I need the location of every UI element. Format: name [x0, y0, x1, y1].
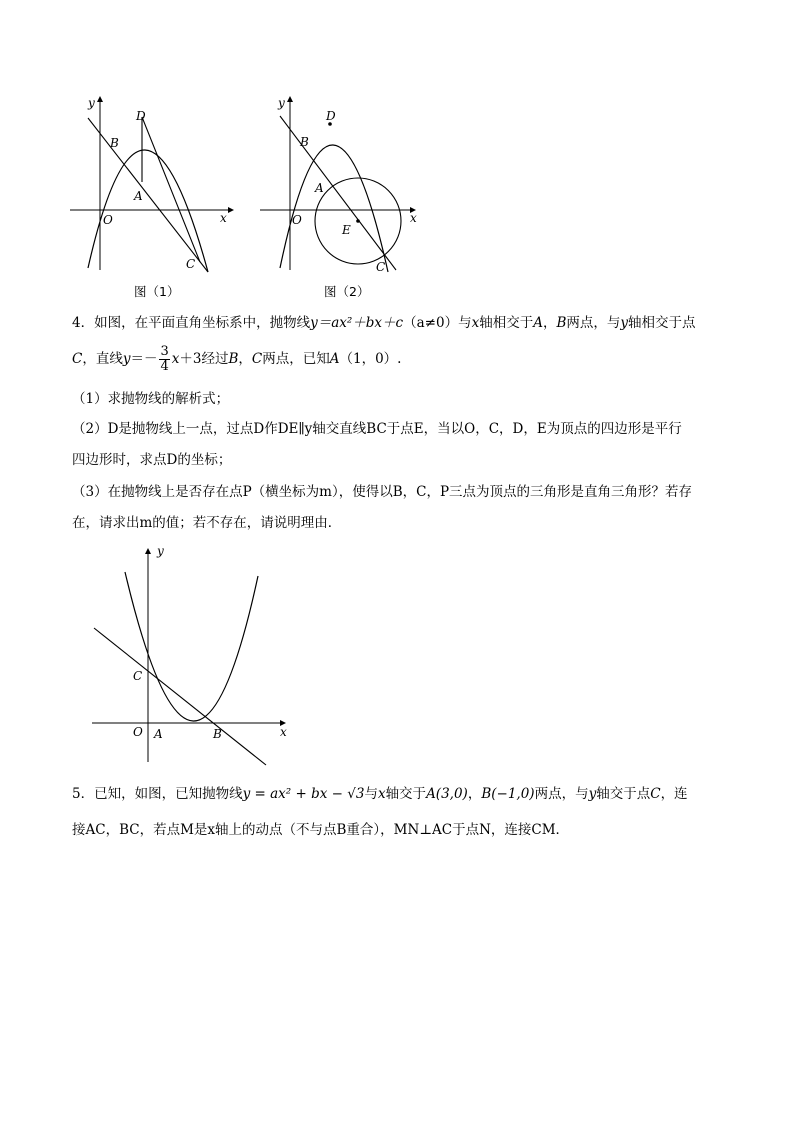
- fraction: [159, 345, 169, 374]
- fig2-caption: 图（2）: [324, 284, 370, 299]
- q4-var-x: x: [471, 315, 480, 331]
- q4-var-x: x: [171, 351, 180, 367]
- q5-text: 5．已知，如图，已知抛物线: [72, 786, 243, 802]
- q4-text: ＝－: [130, 351, 158, 367]
- figure-2: [250, 90, 440, 300]
- line-bc: [94, 628, 266, 765]
- q4-text: 轴相交于: [479, 315, 534, 331]
- q4-part-3-line-1: （3）在抛物线上是否存在点P（横坐标为m），使得以B，C，P三点为顶点的三角形是直角三角形？若存: [72, 484, 693, 500]
- q4-text: ＋3: [179, 351, 202, 367]
- parabola: [125, 572, 258, 721]
- fig1-label-c: C: [186, 257, 196, 271]
- q4-text: 两点，与: [566, 315, 621, 331]
- q4-text: ，: [238, 351, 252, 367]
- fraction-denominator: 4: [160, 359, 169, 374]
- q5-var-y: y: [588, 786, 597, 802]
- q4-var-y: y: [122, 351, 131, 367]
- segment-dc: [142, 117, 200, 262]
- fig2-label-x: x: [410, 211, 417, 225]
- fig2-label-b: B: [300, 135, 309, 149]
- figure-1: [60, 90, 250, 300]
- q4-point-c: C: [72, 351, 83, 367]
- line-bc: [88, 118, 208, 272]
- q4-var-y: y: [620, 315, 629, 331]
- q5-text: 轴交于: [385, 786, 427, 802]
- q4-point-a: A: [533, 315, 543, 331]
- q5-text: 两点，与: [534, 786, 589, 802]
- fig1-label-x: x: [220, 211, 227, 225]
- fig2-label-y: y: [278, 96, 285, 110]
- q4-point-a: A: [329, 351, 340, 367]
- q4-text: （1，0）.: [339, 351, 402, 367]
- q5-var-x: x: [377, 786, 386, 802]
- q5-text: ，连: [660, 786, 688, 802]
- q4-line-1: [72, 315, 696, 332]
- q5-text: ，: [467, 786, 482, 802]
- q5-parabola-eq: y = ax² + bx − √3: [242, 786, 365, 802]
- q4-text: 4．如图，在平面直角坐标系中，抛物线: [72, 315, 311, 331]
- q4-part-1: （1）求抛物线的解析式；: [72, 391, 230, 407]
- q4-part-2-line-2: 四边形时，求点D的坐标；: [72, 452, 232, 468]
- q4-text: ，直线: [82, 351, 123, 367]
- q4-text: 与: [458, 315, 472, 331]
- fig2-label-o: O: [292, 213, 302, 227]
- q4fig-label-o: O: [133, 725, 143, 739]
- q4-point-b: B: [228, 351, 239, 367]
- point-e: [356, 219, 360, 223]
- q4fig-label-y: y: [157, 544, 164, 558]
- fig1-label-y: y: [88, 96, 95, 110]
- fig1-label-d: D: [136, 109, 146, 123]
- q4-text: 轴相交于点: [628, 315, 696, 331]
- q4fig-label-b: B: [213, 727, 222, 741]
- fig1-label-a: A: [134, 189, 143, 203]
- q4fig-label-a: A: [154, 727, 163, 741]
- q4fig-label-c: C: [133, 669, 143, 683]
- fig2-label-a: A: [315, 181, 324, 195]
- fig1-caption: 图（1）: [134, 284, 180, 299]
- q4-line-2: [72, 344, 401, 374]
- q5-line-1: [72, 786, 688, 803]
- q4-text: 经过: [201, 351, 229, 367]
- figure-q4: [80, 540, 300, 772]
- q4-text: 两点，已知: [262, 351, 330, 367]
- parabola: [280, 145, 388, 272]
- q4-condition: （a≠0）: [403, 315, 459, 331]
- q5-point-c: C: [650, 786, 661, 802]
- fraction-numerator: 3: [160, 344, 169, 359]
- parabola: [88, 150, 208, 272]
- q4-parabola-eq: y＝ax²＋bx＋c: [310, 315, 404, 331]
- q5-point-a: A(3,0): [426, 786, 468, 802]
- fig2-label-d: D: [326, 109, 336, 123]
- q4-part-3-line-2: 在，请求出m的值；若不存在，请说明理由．: [72, 515, 342, 531]
- q5-text: 与: [364, 786, 378, 802]
- fig1-label-o: O: [103, 213, 113, 227]
- q4-point-b: B: [556, 315, 567, 331]
- q4-text: ，: [542, 315, 557, 331]
- q4fig-label-x: x: [280, 725, 287, 739]
- q4-part-2-line-1: （2）D是抛物线上一点，过点D作DE∥y轴交直线BC于点E，当以O，C，D，E为顶点的四边形是平行: [72, 421, 682, 437]
- fig1-label-b: B: [110, 136, 119, 150]
- q4-point-c: C: [251, 351, 263, 367]
- q5-line-2: 接AC，BC，若点M是x轴上的动点（不与点B重合），MN⊥AC于点N，连接CM．: [72, 822, 570, 838]
- fig2-label-c: C: [376, 260, 386, 274]
- q5-text: 轴交于点: [596, 786, 651, 802]
- fig2-label-e: E: [342, 223, 351, 237]
- q5-point-b: B(−1,0): [481, 786, 535, 802]
- line-bc: [280, 116, 396, 270]
